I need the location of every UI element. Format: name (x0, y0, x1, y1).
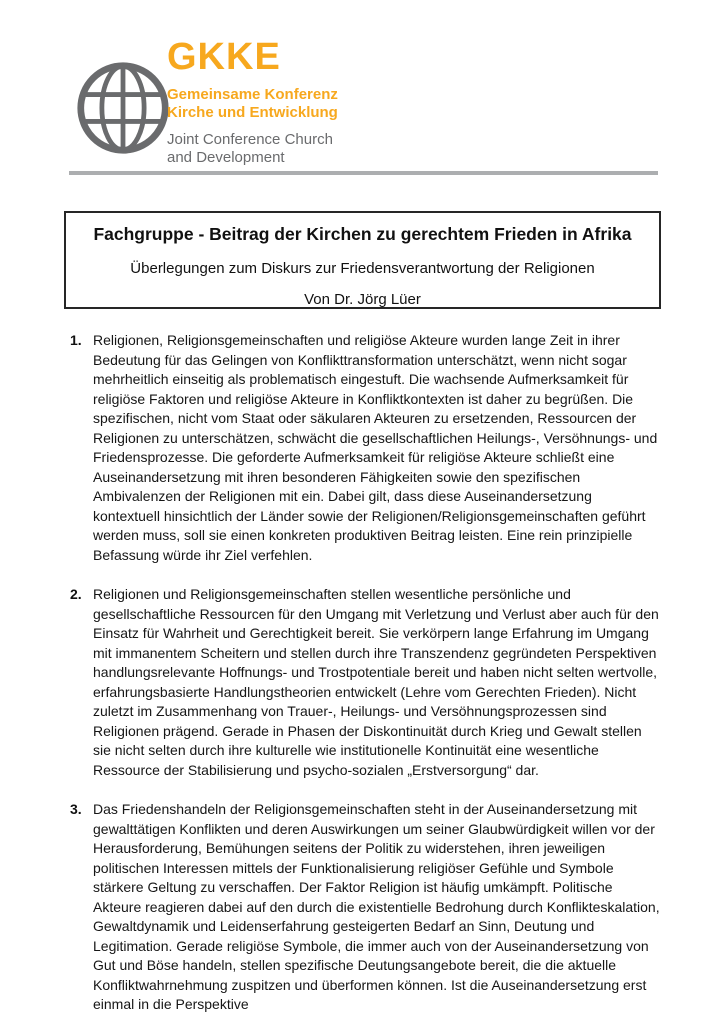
paragraph-2-number: 2. (70, 586, 82, 602)
logo-name-german-line1: Gemeinsame Konferenz (167, 86, 338, 103)
logo-name-german-line2: Kirche und Entwicklung (167, 104, 338, 121)
logo-name-english (167, 131, 427, 167)
logo-name-english-line1: Joint Conference Church (167, 131, 333, 148)
document-subtitle: Überlegungen zum Diskurs zur Friedensverantwortung der Religionen (130, 260, 595, 277)
document-title: Fachgruppe - Beitrag der Kirchen zu gerechtem Frieden in Afrika (93, 224, 632, 244)
paragraph-3 (70, 800, 660, 1015)
logo-name-german (167, 86, 427, 122)
globe-icon (75, 57, 171, 159)
logo-acronym: GKKE (167, 36, 281, 78)
paragraph-2-text: Religionen und Religionsgemeinschaften stellen wesentliche persönliche und gesellschaftliche Ressourcen für den Umgang mit Verletzung und Verlust aber auch für den Einsatz für Wahrheit und Gerechtigkeit bereit. Sie verkörpern lange Erfahrung im Umgang mit immanentem Scheitern und stellen durch ihre Transzendenz gegründeten Perspektiven handlungsrelevante Hoffnungs- und Trostpotentiale bereit und haben nicht selten wertvolle, erfahrungsbasierte Handlungstheorien entwickelt (Lehre vom Gerechten Frieden). Nicht zuletzt im Zusammenhang von Trauer-, Heilungs- und Versöhnungsprozessen sind Religionen prägend. Gerade in Phasen der Diskontinuität durch Krieg und Gewalt stellen sie nicht selten durch ihre kulturelle wie institutionelle Kontinuität eine wesentliche Ressource der Stabilisierung und psycho-sozialen „Erstversorgung“ dar. (93, 586, 659, 778)
paragraph-1-number: 1. (70, 332, 82, 348)
logo-name-english-line2: and Development (167, 149, 285, 166)
header-divider (69, 171, 658, 175)
paragraph-3-text: Das Friedenshandeln der Religionsgemeinschaften steht in der Auseinandersetzung mit gewalttätigen Konflikten und deren Auswirkungen um seiner Glaubwürdigkeit willen vor der Herausforderung, Bemühungen seitens der Politik zu widerstehen, ihren jeweiligen politischen Interessen mittels der Funktionalisierung religiöser Gefühle und Symbole stärkere Geltung zu verschaffen. Der Faktor Religion ist häufig umkämpft. Politische Akteure reagieren dabei auf den durch die existentielle Bedrohung durch Konflikteskalation, Gewaltdynamik und Leidenserfahrung gesteigerten Bedarf an Sinn, Deutung und Legitimation. Gerade religiöse Symbole, die immer auch von der Auseinandersetzung von Gut und Böse handeln, stellen spezifische Deutungsangebote bereit, die die aktuelle Konfliktwahrnehmung zuspitzen und überformen können. Ist die Auseinandersetzung erst einmal in die Perspektive (93, 801, 660, 1012)
paragraph-1 (70, 331, 660, 565)
logo-text-block (167, 38, 427, 167)
paragraph-1-text: Religionen, Religionsgemeinschaften und religiöse Akteure wurden lange Zeit in ihrer Bedeutung für das Gelingen von Konflikttransformation unterschätzt, wenn nicht sogar mehrheitlich einseitig als problematisch eingestuft. Die wachsende Aufmerksamkeit für religiöse Faktoren und religiöse Akteure in Konfliktkontexten ist daher zu begrüßen. Die spezifischen, nicht vom Staat oder säkularen Akteuren zu ersetzenden, Ressourcen der Religionen zu unterschätzen, schwächt die gesellschaftlichen Heilungs-, Versöhnungs- und Friedensprozesse. Die geforderte Aufmerksamkeit für religiöse Akteure schließt eine Auseinandersetzung mit ihren besonderen Fähigkeiten sowie den spezifischen Ambivalenzen der Religionen mit ein. Dabei gilt, dass diese Auseinandersetzung kontextuell hinsichtlich der Länder sowie der Religionen/Religionsgemeinschaften geführt werden muss, soll sie einen konkreten produktiven Beitrag leisten. Eine rein prinzipielle Befassung würde ihr Ziel verfehlen. (93, 332, 658, 563)
body-paragraphs (70, 331, 660, 1024)
title-box (64, 211, 661, 309)
paragraph-3-number: 3. (70, 801, 82, 817)
paragraph-2 (70, 585, 660, 780)
document-author: Von Dr. Jörg Lüer (304, 291, 421, 308)
